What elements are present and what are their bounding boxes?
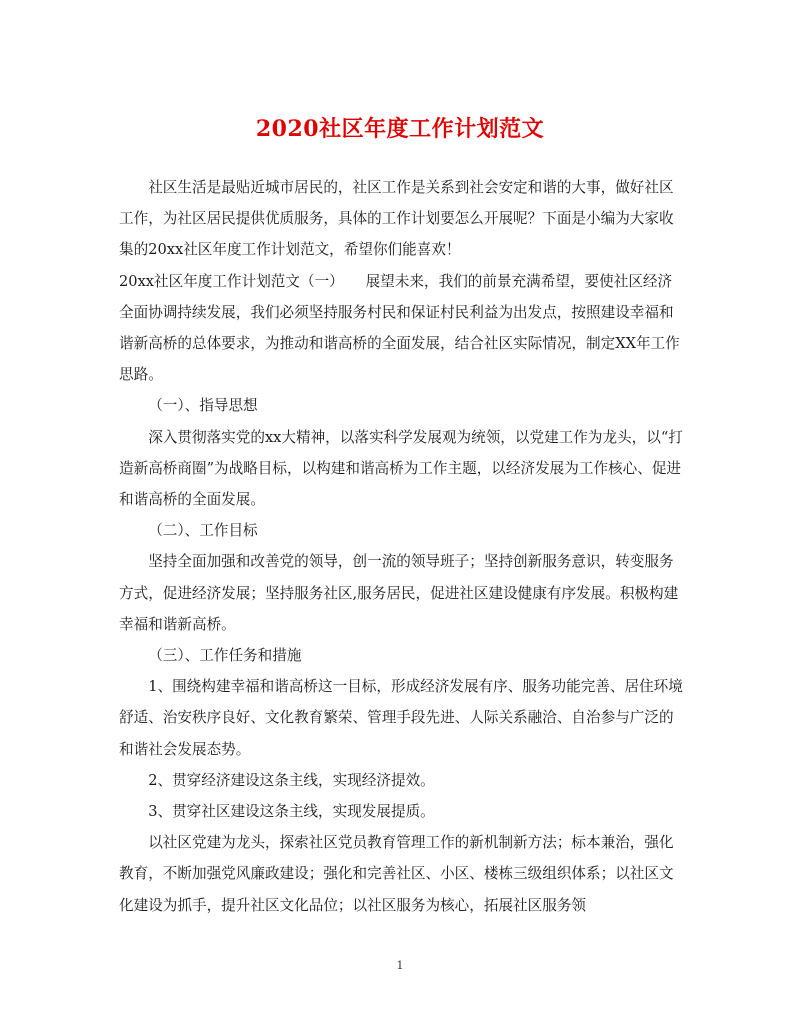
party-building-paragraph: 以社区党建为龙头，探索社区党员教育管理工作的新机制新方法；标本兼治，强化教育，不断加强党风廉政建设；强化和完善社区、小区、楼栋三级组织体系；以社区文化建设为抓手，提升社区文化品位；以社区服务为核心，拓展社区服务领 xyxy=(119,834,674,914)
page-number: 1 xyxy=(396,959,404,972)
task-item-3: 3、贯穿社区建设这条主线，实现发展提质。 xyxy=(148,803,435,821)
section-one-paragraph: 20xx社区年度工作计划范文（一） 展望未来，我们的前景充满希望，要使社区经济全面协调持续发展，我们必须坚持服务村民和保证村民利益为出发点，按照建设幸福和谐新高桥的总体要求，为推动和谐高桥的全面发展，结合社区实际情况，制定XX年工作思路。 xyxy=(119,272,680,384)
intro-paragraph: 社区生活是最贴近城市居民的，社区工作是关系到社会安定和谐的大事，做好社区工作，为社区居民提供优质服务，具体的工作计划要怎么开展呢？下面是小编为大家收集的20xx社区年度工作计划范文，希望你们能喜欢！ xyxy=(119,179,674,259)
task-item-1: 1、围绕构建幸福和谐高桥这一目标，形成经济发展有序、服务功能完善、居住环境舒适、治安秩序良好、文化教育繁荣、管理手段先进、人际关系融洽、自治参与广泛的和谐社会发展态势。 xyxy=(119,678,683,758)
heading-guiding-thought: （一）、指导思想 xyxy=(148,397,258,415)
heading-tasks-measures: （三）、工作任务和措施 xyxy=(148,647,302,665)
document-body xyxy=(119,172,683,921)
document-title: 2020社区年度工作计划范文 xyxy=(255,116,545,142)
guiding-thought-paragraph: 深入贯彻落实党的xx大精神，以落实科学发展观为统领，以党建工作为龙头，以“打造新高桥商圈”为战略目标，以构建和谐高桥为工作主题，以经济发展为工作核心、促进和谐高桥的全面发展。 xyxy=(119,428,683,509)
work-goal-paragraph: 坚持全面加强和改善党的领导，创一流的领导班子；坚持创新服务意识，转变服务方式，促进经济发展；坚持服务社区,服务居民，促进社区建设健康有序发展。积极构建幸福和谐新高桥。 xyxy=(119,553,679,633)
task-item-2: 2、贯穿经济建设这条主线，实现经济提效。 xyxy=(148,771,435,789)
heading-work-goal: （二）、工作目标 xyxy=(148,522,258,540)
